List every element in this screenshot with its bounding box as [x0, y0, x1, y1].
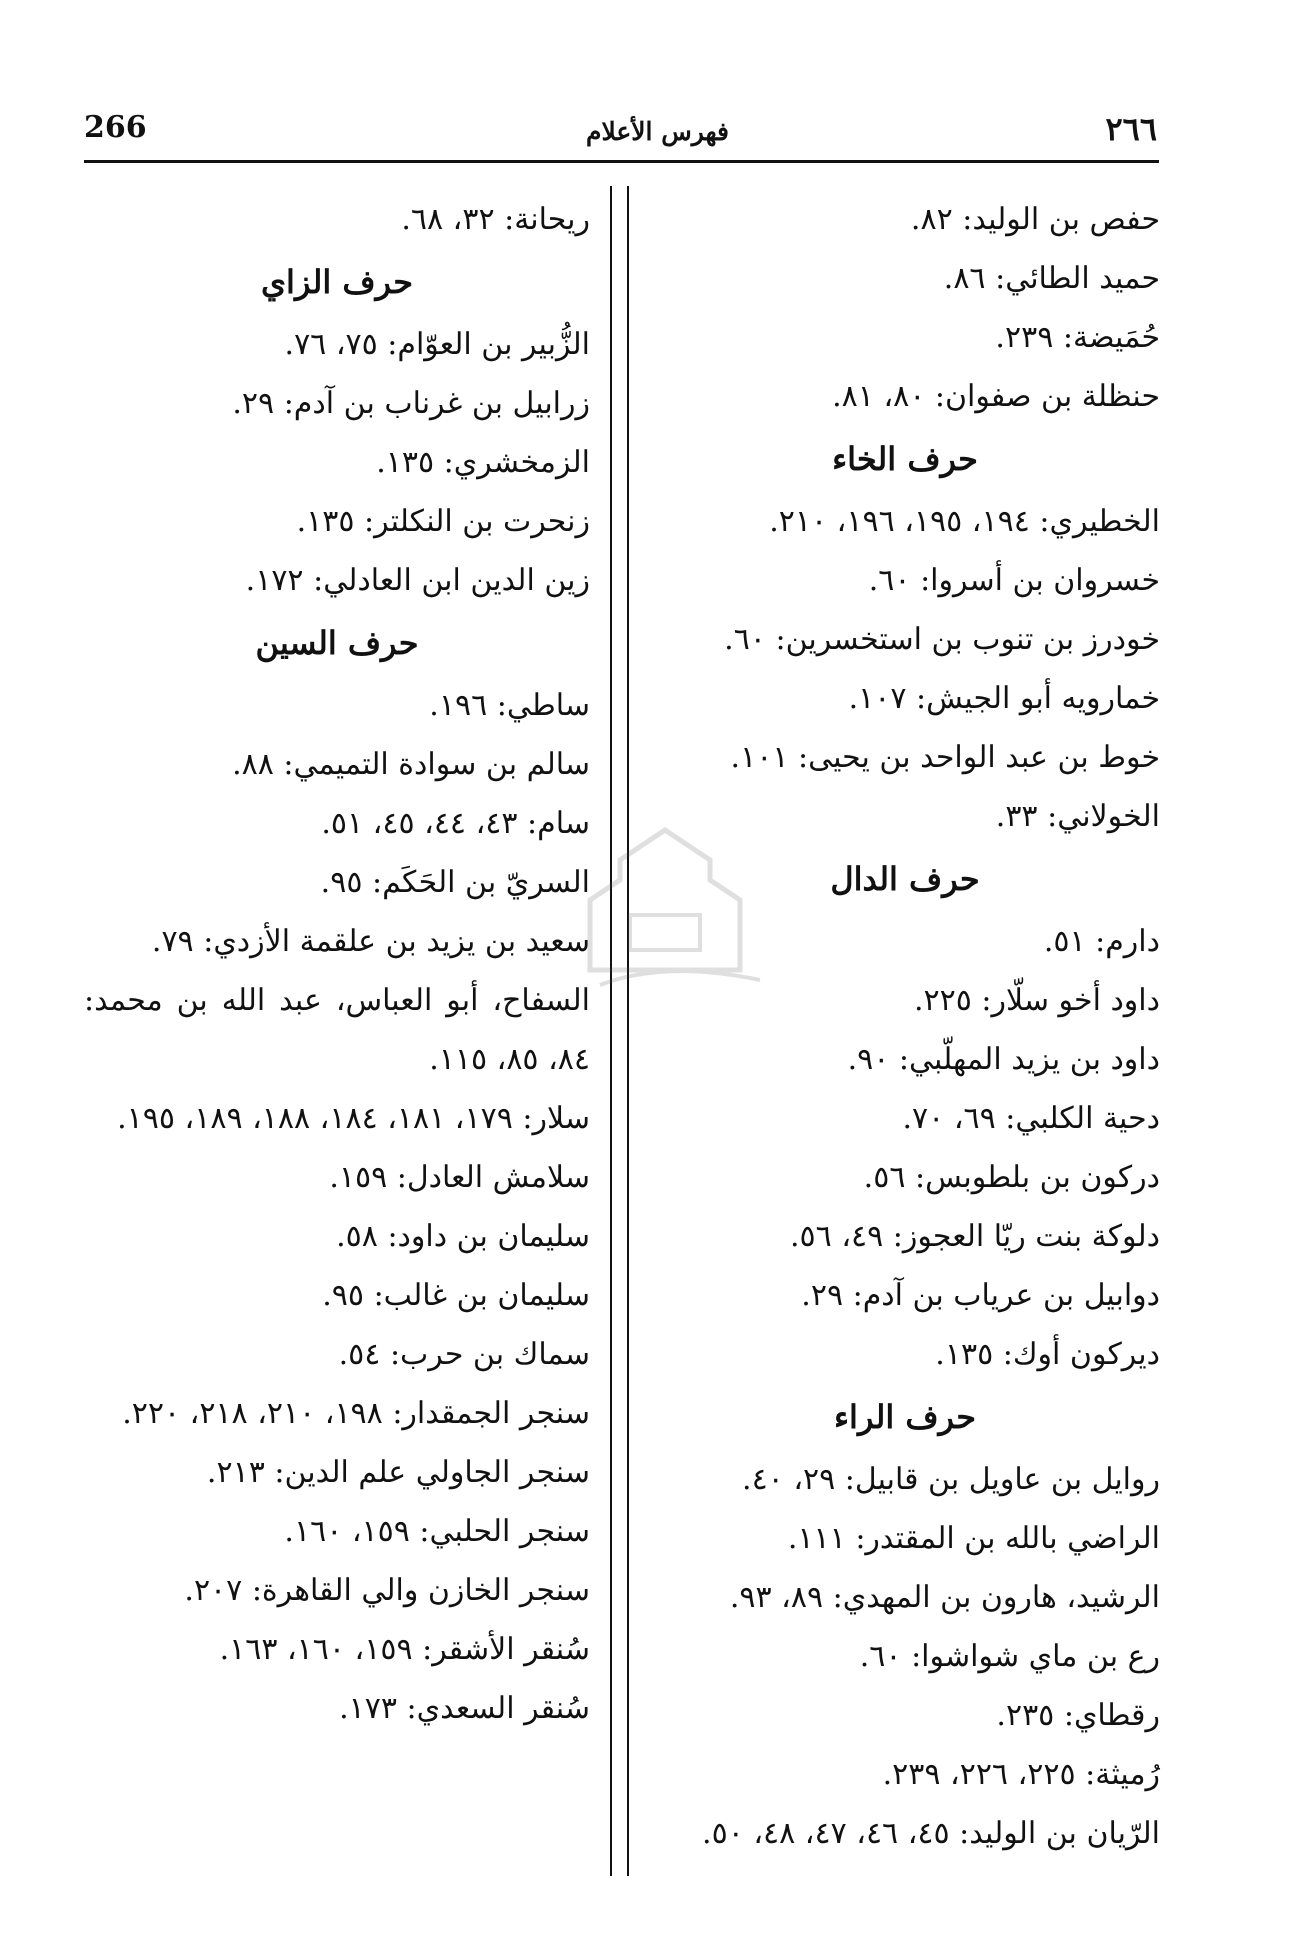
running-title: فهرس الأعلام [585, 117, 729, 146]
index-entry: الزمخشري: ١٣٥. [376, 445, 590, 480]
index-entry: الرشيد، هارون بن المهدي: ٨٩، ٩٣. [729, 1580, 1160, 1615]
index-entry: دوابيل بن عرياب بن آدم: ٢٩. [801, 1278, 1160, 1313]
index-entry: ديركون أوك: ١٣٥. [935, 1337, 1160, 1372]
index-entry: سنجر الخازن والي القاهرة: ٢٠٧. [184, 1573, 590, 1608]
index-entry: حميد الطائي: ٨٦. [943, 261, 1160, 296]
index-entry: الزُّبير بن العوّام: ٧٥، ٧٦. [284, 327, 590, 362]
index-entry: سنجر الحلبي: ١٥٩، ١٦٠. [284, 1514, 590, 1549]
index-entry: الخولاني: ٣٣. [995, 799, 1160, 834]
library-seal-watermark [560, 820, 770, 1000]
index-entry: سليمان بن غالب: ٩٥. [322, 1278, 590, 1313]
index-entry: داود أخو سلّار: ٢٢٥. [913, 983, 1160, 1018]
index-entry: سُنقر الأشقر: ١٥٩، ١٦٠، ١٦٣. [219, 1632, 590, 1667]
index-entry: زنحرت بن النكلتر: ١٣٥. [296, 504, 590, 539]
index-entry: حفص بن الوليد: ٨٢. [910, 202, 1160, 237]
index-entry: دلوكة بنت ريّا العجوز: ٤٩، ٥٦. [790, 1219, 1160, 1254]
index-entry: حُمَيضة: ٢٣٩. [995, 320, 1160, 355]
section-heading: حرف الراء [834, 1398, 976, 1436]
index-entry: سلامش العادل: ١٥٩. [329, 1160, 590, 1195]
index-entry: دركون بن بلطوبس: ٥٦. [863, 1160, 1160, 1195]
index-entry: الرّيان بن الوليد: ٤٥، ٤٦، ٤٧، ٤٨، ٥٠. [702, 1816, 1160, 1851]
index-entry: سلار: ١٧٩، ١٨١، ١٨٤، ١٨٨، ١٨٩، ١٩٥. [117, 1101, 590, 1136]
index-entry: ساطي: ١٩٦. [429, 688, 590, 723]
index-entry: سنجر الجمقدار: ١٩٨، ٢١٠، ٢١٨، ٢٢٠. [122, 1396, 590, 1431]
index-entry: دارم: ٥١. [1043, 924, 1160, 959]
index-entry: الراضي بالله بن المقتدر: ١١١. [787, 1521, 1160, 1556]
index-entry: زرابيل بن غرناب بن آدم: ٢٩. [232, 386, 590, 421]
index-entry: سُنقر السعدي: ١٧٣. [339, 1691, 590, 1726]
index-entry: سام: ٤٣، ٤٤، ٤٥، ٥١. [321, 806, 590, 841]
left-column [84, 190, 590, 1738]
index-entry: سليمان بن داود: ٥٨. [336, 1219, 590, 1254]
section-heading: حرف السين [255, 624, 419, 662]
right-column [650, 190, 1160, 1863]
index-entry: سعيد بن يزيد بن علقمة الأزدي: ٧٩. [151, 924, 590, 959]
index-entry: زين الدين ابن العادلي: ١٧٢. [245, 563, 590, 598]
section-heading: حرف الدال [830, 860, 980, 898]
index-entry: داود بن يزيد المهلّبي: ٩٠. [847, 1042, 1160, 1077]
index-entry: سنجر الجاولي علم الدين: ٢١٣. [206, 1455, 590, 1490]
section-heading: حرف الخاء [832, 440, 978, 478]
index-entry: دحية الكلبي: ٦٩، ٧٠. [902, 1101, 1160, 1136]
column-divider [627, 186, 629, 1876]
index-entry: ريحانة: ٣٢، ٦٨. [401, 202, 590, 237]
index-entry: السفاح، أبو العباس، عبد الله بن محمد: ٨٤، ٨٥، ١١٥. [84, 983, 590, 1077]
index-entry: رقطاي: ٢٣٥. [996, 1698, 1160, 1733]
index-entry: خودرز بن تنوب بن استخسرين: ٦٠. [724, 622, 1160, 657]
column-divider [610, 186, 612, 1876]
page-number-arabic: ٢٦٦ [1105, 110, 1157, 148]
index-entry: السريّ بن الحَكَم: ٩٥. [320, 865, 590, 900]
index-entry: خمارويه أبو الجيش: ١٠٧. [848, 681, 1160, 716]
index-entry: سالم بن سوادة التميمي: ٨٨. [232, 747, 590, 782]
index-entry: حنظلة بن صفوان: ٨٠، ٨١. [832, 379, 1160, 414]
section-heading: حرف الزاي [261, 263, 413, 301]
index-entry: الخطيري: ١٩٤، ١٩٥، ١٩٦، ٢١٠. [769, 504, 1160, 539]
index-entry: رُميثة: ٢٢٥، ٢٢٦، ٢٣٩. [882, 1757, 1160, 1792]
index-entry: سماك بن حرب: ٥٤. [338, 1337, 590, 1372]
index-entry: خوط بن عبد الواحد بن يحيى: ١٠١. [730, 740, 1160, 775]
page-number-latin: 266 [84, 110, 147, 145]
index-entry: روايل بن عاويل بن قابيل: ٢٩، ٤٠. [742, 1462, 1160, 1497]
header-rule [84, 160, 1159, 163]
index-entry: رع بن ماي شواشوا: ٦٠. [859, 1639, 1160, 1674]
index-entry: خسروان بن أسروا: ٦٠. [868, 563, 1160, 598]
